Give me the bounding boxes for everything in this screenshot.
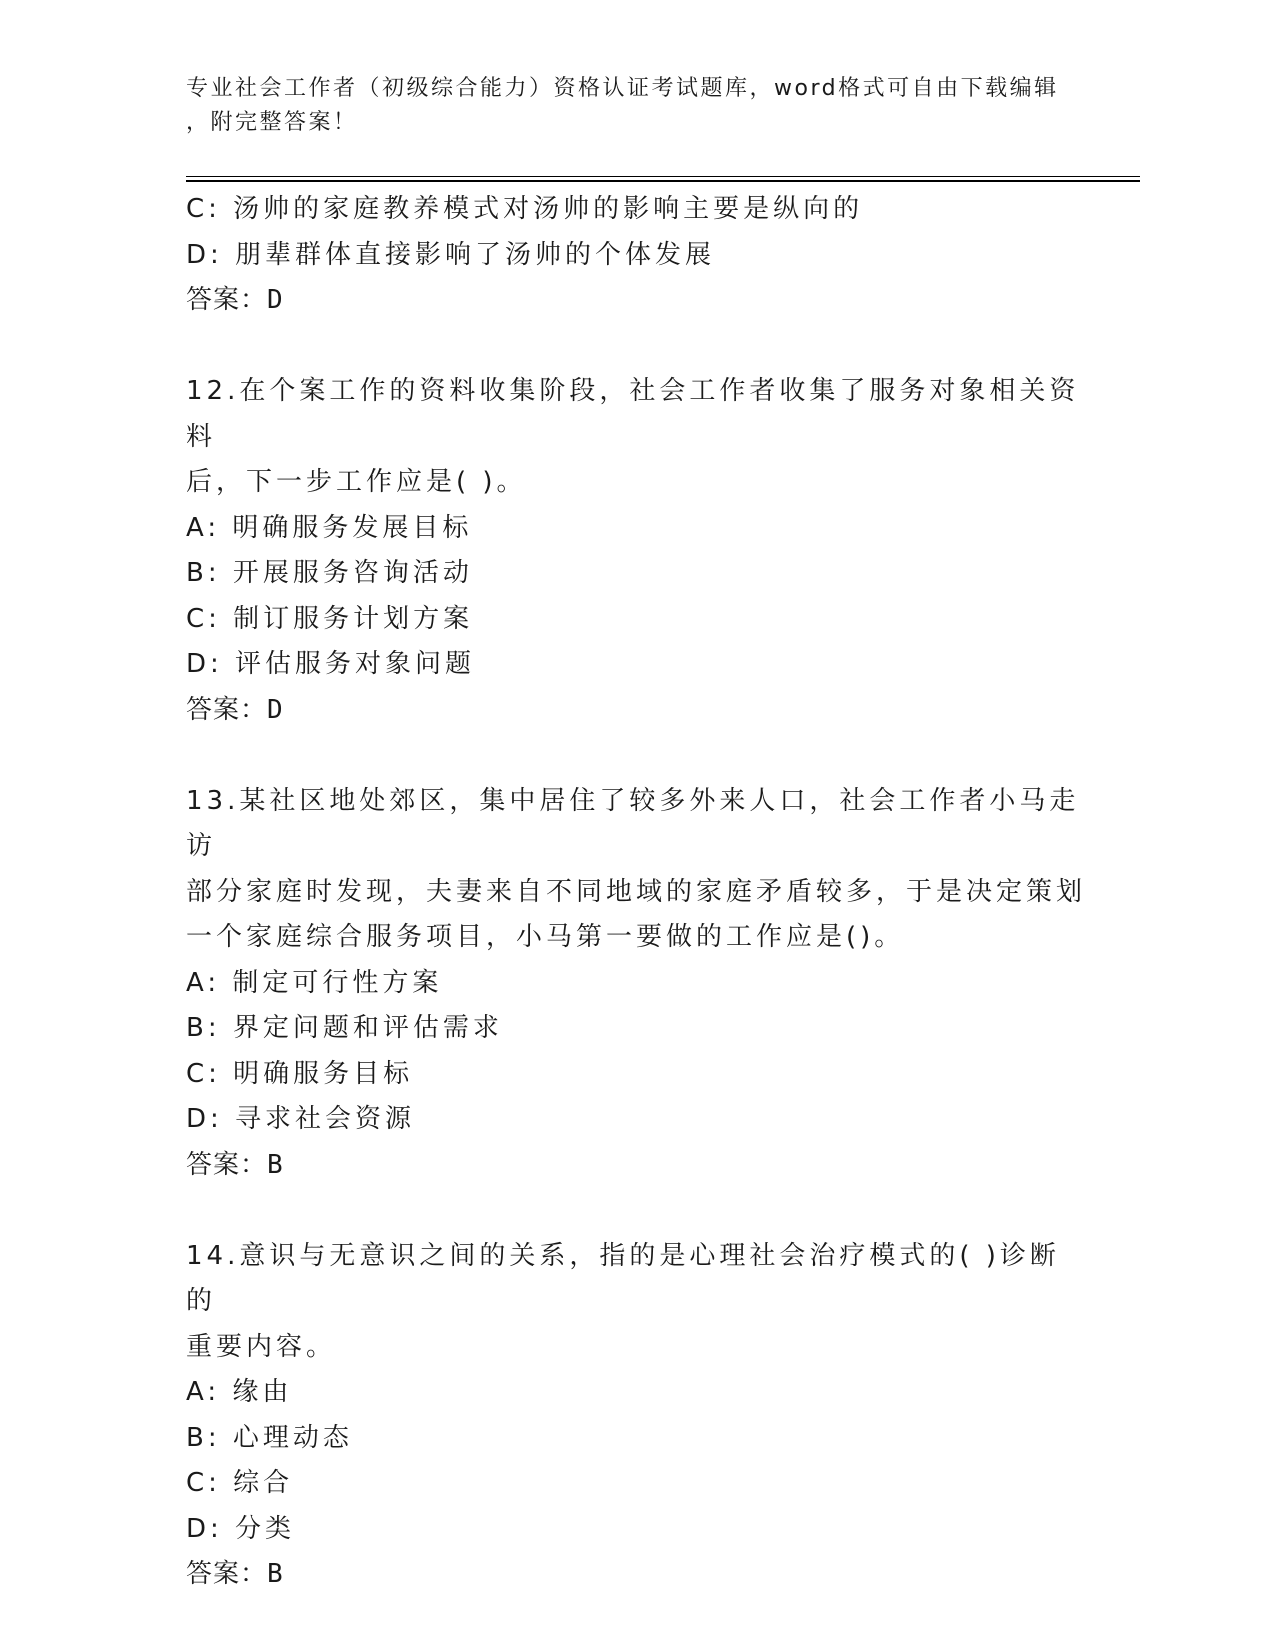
question-stem-line: 14.意识与无意识之间的关系，指的是心理社会治疗模式的( )诊断的 (186, 1240, 1060, 1316)
question-11-continued (186, 187, 1086, 324)
option-a: A: 制定可行性方案 (186, 967, 443, 998)
option-c: C: 汤帅的家庭教养模式对汤帅的影响主要是纵向的 (186, 194, 864, 224)
option-c: C: 综合 (186, 1468, 294, 1498)
page-header-title: 专业社会工作者（初级综合能力）资格认证考试题库，word格式可自由下载编辑 ，附完整答案！ (186, 76, 1059, 135)
header-double-rule (186, 176, 1140, 182)
answer-label: 答案： (186, 285, 268, 315)
answer-key: D (267, 285, 284, 315)
option-b: B: 开展服务咨询活动 (186, 558, 473, 588)
answer-line (186, 278, 1086, 324)
header-rule-thick-line (186, 180, 1140, 182)
question-12 (186, 369, 1086, 733)
question-stem-line: 一个家庭综合服务项目，小马第一要做的工作应是()。 (186, 922, 905, 952)
option-c: C: 制订服务计划方案 (186, 603, 474, 634)
question-stem-line: 12.在个案工作的资料收集阶段，社会工作者收集了服务对象相关资料 (186, 376, 1080, 452)
option-b: B: 界定问题和评估需求 (186, 1013, 503, 1043)
answer-key: B (267, 1149, 284, 1180)
answer-key: B (267, 1559, 284, 1589)
answer-key: D (267, 694, 284, 725)
question-list (186, 187, 1086, 1598)
answer-label: 答案： (186, 694, 268, 725)
option-d: D: 分类 (186, 1513, 296, 1544)
question-stem-line: 后，下一步工作应是( )。 (186, 467, 527, 497)
answer-label: 答案： (186, 1559, 268, 1589)
option-d: D: 朋辈群体直接影响了汤帅的个体发展 (186, 239, 716, 270)
answer-line (186, 1143, 1086, 1189)
option-a: A: 明确服务发展目标 (186, 512, 473, 543)
question-14 (186, 1234, 1086, 1598)
question-stem-line: 13.某社区地处郊区，集中居住了较多外来人口，社会工作者小马走访 (186, 785, 1080, 861)
option-d: D: 寻求社会资源 (186, 1104, 416, 1134)
answer-label: 答案： (186, 1149, 268, 1180)
option-c: C: 明确服务目标 (186, 1058, 414, 1089)
option-d: D: 评估服务对象问题 (186, 649, 476, 679)
answer-line (186, 688, 1086, 734)
question-13 (186, 779, 1086, 1189)
header-rule-thin-line (186, 176, 1140, 177)
option-b: B: 心理动态 (186, 1422, 353, 1453)
question-stem-line: 重要内容。 (186, 1331, 337, 1362)
answer-line (186, 1552, 1086, 1598)
option-a: A: 缘由 (186, 1377, 293, 1407)
question-stem-line: 部分家庭时发现，夫妻来自不同地域的家庭矛盾较多，于是决定策划 (186, 876, 1087, 907)
